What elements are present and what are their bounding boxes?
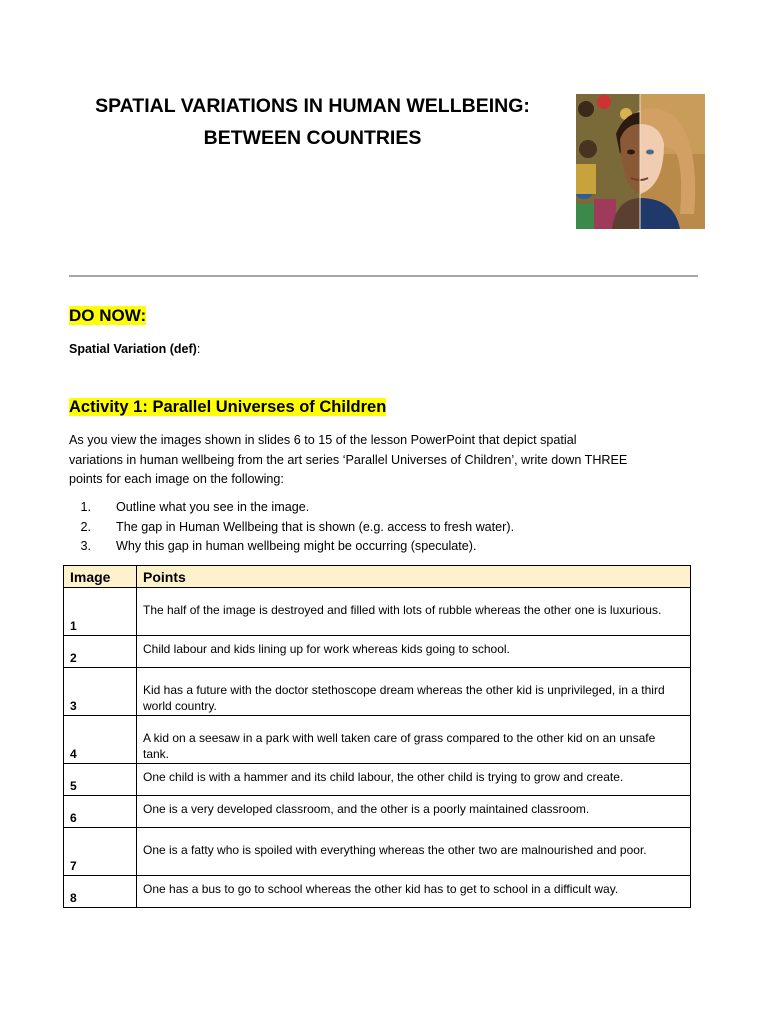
do-now-heading	[69, 305, 146, 327]
do-now-heading-text: DO NOW:	[69, 306, 147, 325]
table-row	[64, 636, 691, 668]
step-item	[69, 537, 514, 557]
header-points: Points	[137, 566, 691, 588]
step-item	[69, 518, 514, 538]
instruction-line: As you view the images shown in slides 6 to 15 of the lesson PowerPoint that depict spatial	[69, 433, 577, 447]
activity-heading	[69, 396, 386, 418]
points-table	[63, 565, 691, 908]
step-text: The gap in Human Wellbeing that is shown (e.g. access to fresh water).	[116, 519, 515, 534]
points-cell: Kid has a future with the doctor stethoscope dream whereas the other kid is unprivileged, in a third world country.	[137, 668, 691, 716]
table-row	[64, 796, 691, 828]
parallel-children-photo	[576, 94, 705, 229]
table-row	[64, 764, 691, 796]
table-row	[64, 588, 691, 636]
step-item	[69, 498, 514, 518]
image-number: 7	[64, 828, 137, 876]
title-line-2: BETWEEN COUNTRIES	[203, 127, 422, 149]
table-row	[64, 876, 691, 908]
activity-steps	[69, 498, 514, 557]
image-number: 8	[64, 876, 137, 908]
header-image: Image	[64, 566, 137, 588]
image-number: 4	[64, 716, 137, 764]
title-line-1: SPATIAL VARIATIONS IN HUMAN WELLBEING:	[95, 95, 530, 117]
points-cell: One child is with a hammer and its child labour, the other child is trying to grow and create.	[137, 764, 691, 796]
definition-label: Spatial Variation (def)	[69, 342, 197, 356]
horizontal-divider	[69, 275, 698, 277]
step-text: Outline what you see in the image.	[116, 500, 310, 514]
image-number: 1	[64, 588, 137, 636]
activity-heading-text: Activity 1: Parallel Universes of Children	[69, 398, 387, 416]
step-number: 3.	[80, 539, 91, 553]
table-row	[64, 716, 691, 764]
points-cell: One is a fatty who is spoiled with everything whereas the other two are malnourished and poor.	[137, 828, 691, 876]
image-number: 5	[64, 764, 137, 796]
table-row	[64, 828, 691, 876]
definition-colon: :	[196, 342, 201, 356]
step-number: 2.	[80, 519, 91, 534]
points-cell: The half of the image is destroyed and filled with lots of rubble whereas the other one is luxurious.	[137, 588, 691, 636]
points-cell: Child labour and kids lining up for work whereas kids going to school.	[137, 636, 691, 668]
instruction-line: points for each image on the following:	[69, 472, 284, 486]
points-cell: One is a very developed classroom, and the other is a poorly maintained classroom.	[137, 796, 691, 828]
page-title	[60, 90, 565, 154]
points-cell: One has a bus to go to school whereas the other kid has to get to school in a difficult way.	[137, 876, 691, 908]
table-header-row	[64, 566, 691, 588]
image-number: 2	[64, 636, 137, 668]
image-number: 3	[64, 668, 137, 716]
activity-instructions	[69, 431, 709, 490]
spatial-variation-definition	[69, 340, 200, 358]
step-text: Why this gap in human wellbeing might be occurring (speculate).	[116, 539, 477, 553]
table-row	[64, 668, 691, 716]
image-number: 6	[64, 796, 137, 828]
points-cell: A kid on a seesaw in a park with well taken care of grass compared to the other kid on an unsafe tank.	[137, 716, 691, 764]
step-number: 1.	[80, 500, 91, 514]
instruction-line: variations in human wellbeing from the art series ‘Parallel Universes of Children’, write down THREE	[69, 452, 628, 467]
